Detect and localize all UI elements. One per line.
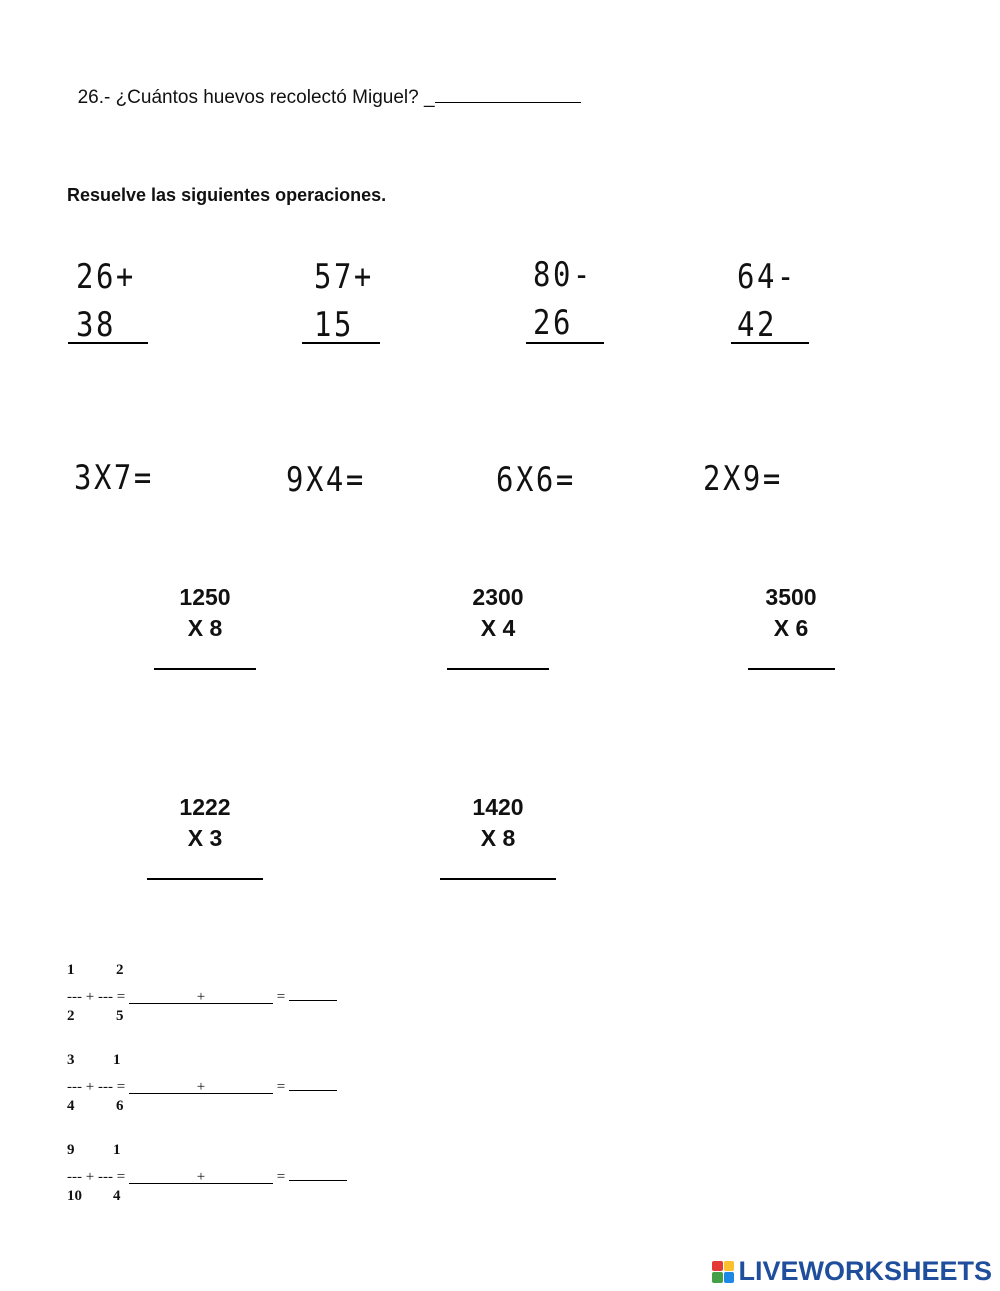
multiplier: X 8 [480,825,516,851]
fraction-equation [67,986,337,1006]
denominator: 4 [113,1188,121,1204]
sum-blank[interactable] [129,1079,273,1094]
denominator: 4 [67,1098,75,1114]
result-blank[interactable] [289,1166,347,1181]
fraction-bar: --- [97,1169,113,1185]
logo-text: LIVEWORKSHEETS [738,1256,992,1286]
big-multiplication [145,792,265,854]
big-multiplication [731,582,851,644]
operation-bottom: 26 [533,303,573,343]
result-line [154,668,256,670]
liveworksheets-logo [712,1256,992,1287]
operation-top: 57+ [314,257,374,297]
fraction-bar: --- [97,989,113,1005]
numerator: 1 [113,1052,121,1068]
denominator: 10 [67,1188,82,1204]
plus-sign: + [85,1169,95,1185]
vertical-operation [76,257,136,345]
result-blank[interactable] [289,1076,337,1091]
multiplicand: 2300 [472,584,524,610]
numerator: 2 [116,962,124,978]
vertical-operation [314,257,374,345]
plus-sign: + [196,1079,206,1095]
denominator: 6 [116,1098,124,1114]
multiplication: 2X9= [703,459,783,499]
fraction-equation [67,1166,347,1186]
equals-sign: = [276,1079,286,1095]
multiplicand: 1420 [472,794,524,820]
operation-bottom: 42 [737,305,777,345]
instructions: Resuelve las siguientes operaciones. [67,185,387,205]
operation-underline [731,342,809,344]
equals-sign: = [276,1169,286,1185]
multiplier: X 8 [187,615,223,641]
big-multiplication [145,582,265,644]
result-line [748,668,835,670]
plus-sign: + [196,989,206,1005]
operation-underline [68,342,148,344]
result-line [440,878,556,880]
question-text: 26.- ¿Cuántos huevos recolectó Miguel? _ [77,87,435,108]
multiplication: 6X6= [496,460,576,500]
fraction-bar: --- [97,1079,113,1095]
fraction-bar: --- [67,1169,82,1185]
operation-top: 80- [533,255,593,295]
equals-sign: = [116,989,126,1005]
operation-underline [302,342,380,344]
plus-sign: + [196,1169,206,1185]
multiplier: X 6 [773,615,809,641]
plus-sign: + [85,989,95,1005]
result-blank[interactable] [289,986,337,1001]
logo-square [724,1261,735,1272]
multiplier: X 4 [480,615,516,641]
sum-blank[interactable] [129,1169,273,1184]
logo-square [712,1261,723,1272]
operation-underline [526,342,604,344]
fraction-equation [67,1076,337,1096]
numerator: 3 [67,1052,75,1068]
logo-mark-icon [712,1261,734,1283]
fraction-bar: --- [67,1079,82,1095]
multiplier: X 3 [187,825,223,851]
logo-square [724,1272,735,1283]
answer-blank[interactable] [435,84,581,103]
multiplicand: 3500 [765,584,817,610]
plus-sign: + [85,1079,95,1095]
numerator: 9 [67,1142,75,1158]
big-multiplication [438,792,558,854]
big-multiplication [438,582,558,644]
vertical-operation [737,257,797,345]
operation-top: 26+ [76,257,136,297]
question-26 [67,62,581,109]
equals-sign: = [276,989,286,1005]
operation-bottom: 38 [76,305,116,345]
logo-square [712,1272,723,1283]
multiplicand: 1222 [179,794,231,820]
multiplicand: 1250 [179,584,231,610]
operation-bottom: 15 [314,305,354,345]
equals-sign: = [116,1169,126,1185]
result-line [447,668,549,670]
denominator: 2 [67,1008,75,1024]
multiplication: 9X4= [286,460,366,500]
denominator: 5 [116,1008,124,1024]
sum-blank[interactable] [129,989,273,1004]
operation-top: 64- [737,257,797,297]
equals-sign: = [116,1079,126,1095]
vertical-operation [533,255,593,343]
multiplication: 3X7= [74,458,154,498]
fraction-bar: --- [67,989,82,1005]
numerator: 1 [113,1142,121,1158]
numerator: 1 [67,962,75,978]
result-line [147,878,263,880]
